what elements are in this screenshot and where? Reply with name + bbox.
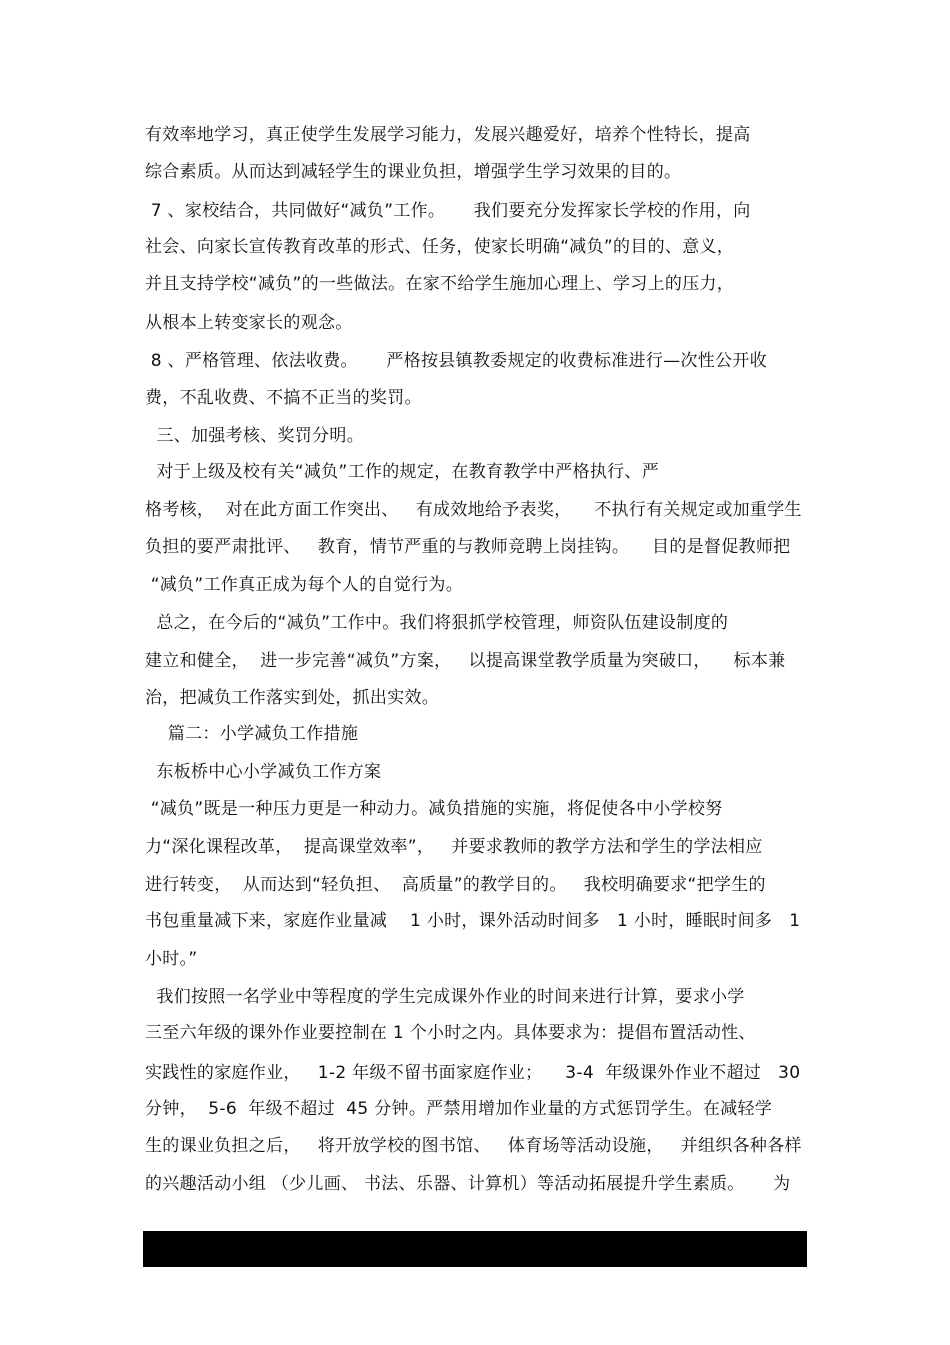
redaction-bar [143, 1231, 807, 1267]
text-line: 三、加强考核、奖罚分明。 [145, 426, 365, 446]
text-line: 从根本上转变家长的观念。 [145, 313, 353, 333]
text-line: 对于上级及校有关“减负”工作的规定，在教育教学中严格执行、严 [145, 462, 660, 482]
text-line: 我们按照一名学业中等程度的学生完成课外作业的时间来进行计算，要求小学 [145, 987, 745, 1007]
text-line: 社会、向家长宣传教育改革的形式、任务，使家长明确“减负”的目的、意义， [145, 237, 735, 257]
text-line: 8 、严格管理、依法收费。 严格按县镇教委规定的收费标准进行—次性公开收 [145, 351, 767, 371]
section-heading: 篇二：小学减负工作措施 [145, 724, 359, 744]
text-line: 总之，在今后的“减负”工作中。我们将狠抓学校管理，师资队伍建设制度的 [145, 613, 729, 633]
text-line: 书包重量减下来，家庭作业量减 1 小时，课外活动时间多 1 小时，睡眠时间多 1 [145, 911, 801, 931]
text-line: 有效率地学习，真正使学生发展学习能力，发展兴趣爱好，培养个性特长，提高 [145, 125, 751, 145]
text-line: 分钟， 5-6 年级不超过 45 分钟。严禁用增加作业量的方式惩罚学生。在减轻学 [145, 1099, 773, 1119]
text-line: 治，把减负工作落实到处，抓出实效。 [145, 688, 440, 708]
text-line: “减负”工作真正成为每个人的自觉行为。 [145, 575, 464, 595]
text-line: 三至六年级的课外作业要控制在 1 个小时之内。具体要求为：提倡布置活动性、 [145, 1023, 756, 1043]
text-line: 的兴趣活动小组 （少儿画、 书法、乐器、计算机）等活动拓展提升学生素质。 为 [145, 1174, 791, 1194]
document-title: 东板桥中心小学减负工作方案 [145, 762, 382, 782]
text-line: 小时。” [145, 949, 198, 969]
text-line: 并且支持学校“减负”的一些做法。在家不给学生施加心理上、学习上的压力， [145, 274, 735, 294]
text-line: 综合素质。从而达到减轻学生的课业负担，增强学生学习效果的目的。 [145, 162, 682, 182]
text-line: 7 、家校结合，共同做好“减负”工作。 我们要充分发挥家长学校的作用，向 [145, 201, 751, 221]
text-line: 负担的要严肃批评、 教育，情节严重的与教师竞聘上岗挂钩。 目的是督促教师把 [145, 537, 791, 557]
text-line: 进行转变， 从而达到“轻负担、 高质量”的教学目的。 我校明确要求“把学生的 [145, 875, 766, 895]
text-line: 生的课业负担之后， 将开放学校的图书馆、 体育场等活动设施， 并组织各种各样 [145, 1136, 802, 1156]
text-line: 实践性的家庭作业， 1-2 年级不留书面家庭作业； 3-4 年级课外作业不超过 30 [145, 1063, 801, 1083]
text-line: 格考核， 对在此方面工作突出、 有成效地给予表奖， 不执行有关规定或加重学生 [145, 500, 802, 520]
text-line: “减负”既是一种压力更是一种动力。减负措施的实施，将促使各中小学校努 [145, 799, 723, 819]
text-line: 费，不乱收费、不搞不正当的奖罚。 [145, 388, 422, 408]
text-line: 建立和健全， 进一步完善“减负”方案， 以提高课堂教学质量为突破口， 标本兼 [145, 651, 786, 671]
text-line: 力“深化课程改革， 提高课堂效率”， 并要求教师的教学方法和学生的学法相应 [145, 837, 763, 857]
